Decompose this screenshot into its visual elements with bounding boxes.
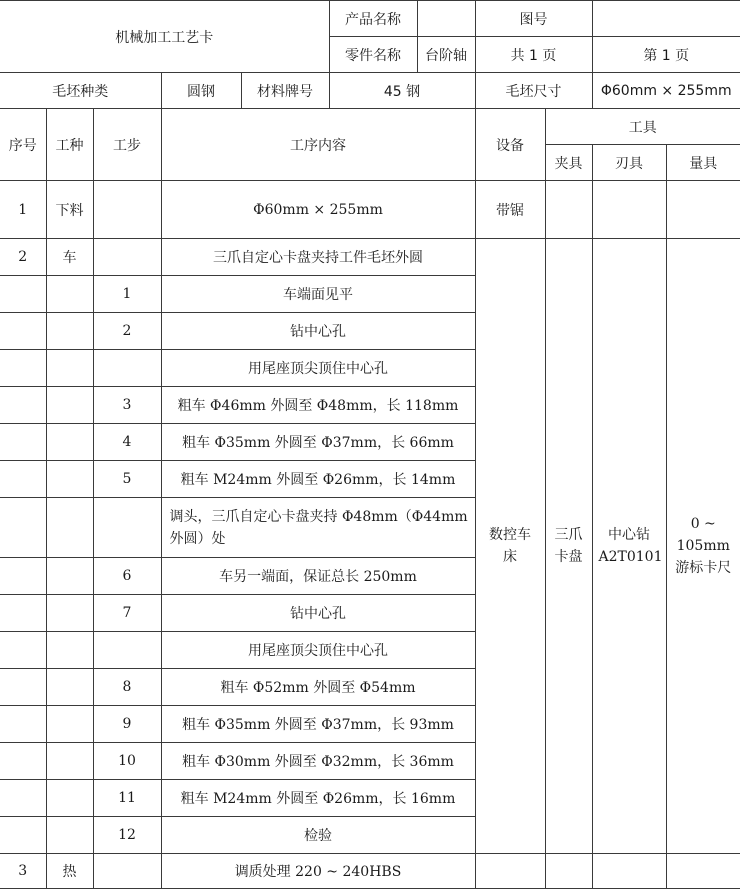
row-trade [46,350,93,387]
row-trade [46,558,93,595]
turning-equipment: 数控车床 [475,239,545,854]
row-seq [0,387,46,424]
row-cutter [592,854,666,889]
process-row [0,239,740,276]
material-label: 材料牌号 [241,73,329,109]
row-trade [46,461,93,498]
row-step: 6 [93,558,161,595]
col-cutter-header: 刃具 [592,145,666,181]
row-content: 钻中心孔 [161,313,475,350]
row-seq [0,743,46,780]
row-trade [46,387,93,424]
turning-cutter: 中心钻 A2T0101 [592,239,666,854]
row-step [93,854,161,889]
blank-type-value: 圆钢 [161,73,241,109]
row-seq: 3 [0,854,46,889]
row-trade [46,780,93,817]
row-trade [46,632,93,669]
row-content: 粗车 Φ30mm 外圆至 Φ32mm，长 36mm [161,743,475,780]
row-step: 2 [93,313,161,350]
row-cutter [592,181,666,239]
col-gauge-header: 量具 [666,145,740,181]
part-name-label: 零件名称 [329,37,417,73]
row-trade: 热 [46,854,93,889]
row-step: 11 [93,780,161,817]
row-seq [0,632,46,669]
row-trade: 车 [46,239,93,276]
col-seq-header: 序号 [0,109,46,181]
product-name-value [417,1,475,37]
row-content: 粗车 Φ35mm 外圆至 Φ37mm，长 66mm [161,424,475,461]
row-content: 三爪自定心卡盘夹持工件毛坯外圆 [161,239,475,276]
row-seq [0,595,46,632]
row-content: 检验 [161,817,475,854]
row-seq [0,669,46,706]
row-seq: 2 [0,239,46,276]
row-seq [0,706,46,743]
row-fixture [545,181,592,239]
row-seq [0,350,46,387]
row-trade [46,424,93,461]
drawing-no-label: 图号 [475,1,592,37]
row-seq: 1 [0,181,46,239]
row-content: 车端面见平 [161,276,475,313]
col-fixture-header: 夹具 [545,145,592,181]
material-value: 45 钢 [329,73,475,109]
row-seq [0,276,46,313]
row-content: 粗车 M24mm 外圆至 Φ26mm，长 16mm [161,780,475,817]
page-number: 第 1 页 [592,37,740,73]
blank-size-label: 毛坯尺寸 [475,73,592,109]
row-step [93,239,161,276]
product-name-label: 产品名称 [329,1,417,37]
row-step: 1 [93,276,161,313]
card-title: 机械加工工艺卡 [0,1,329,73]
row-step: 12 [93,817,161,854]
row-content: Φ60mm × 255mm [161,181,475,239]
col-step-header: 工步 [93,109,161,181]
part-name-value: 台阶轴 [417,37,475,73]
row-seq [0,817,46,854]
row-trade [46,595,93,632]
row-content: 调质处理 220 ~ 240HBS [161,854,475,889]
row-content: 用尾座顶尖顶住中心孔 [161,350,475,387]
row-gauge [666,181,740,239]
row-trade [46,498,93,558]
row-step: 3 [93,387,161,424]
row-content: 调头，三爪自定心卡盘夹持 Φ48mm（Φ44mm 外圆）处 [161,498,475,558]
row-step [93,181,161,239]
row-trade: 下料 [46,181,93,239]
row-content: 车另一端面，保证总长 250mm [161,558,475,595]
row-trade [46,276,93,313]
col-tools-header: 工具 [545,109,740,145]
column-header-row-1 [0,109,740,145]
process-row [0,854,740,889]
total-pages: 共 1 页 [475,37,592,73]
row-step [93,498,161,558]
row-trade [46,313,93,350]
drawing-no-value [592,1,740,37]
row-step: 5 [93,461,161,498]
turning-fixture: 三爪卡盘 [545,239,592,854]
row-seq [0,461,46,498]
row-step: 4 [93,424,161,461]
row-step [93,632,161,669]
turning-gauge: 0 ~ 105mm 游标卡尺 [666,239,740,854]
process-row [0,181,740,239]
row-step: 7 [93,595,161,632]
row-gauge [666,854,740,889]
row-seq [0,498,46,558]
row-seq [0,424,46,461]
row-seq [0,313,46,350]
row-trade [46,669,93,706]
row-content: 粗车 Φ52mm 外圆至 Φ54mm [161,669,475,706]
blank-size-value: Φ60mm × 255mm [592,73,740,109]
row-content: 粗车 Φ46mm 外圆至 Φ48mm，长 118mm [161,387,475,424]
row-trade [46,743,93,780]
row-equipment [475,854,545,889]
row-fixture [545,854,592,889]
row-content: 钻中心孔 [161,595,475,632]
row-step: 10 [93,743,161,780]
col-trade-header: 工种 [46,109,93,181]
row-seq [0,558,46,595]
row-content: 粗车 Φ35mm 外圆至 Φ37mm，长 93mm [161,706,475,743]
row-content: 粗车 M24mm 外圆至 Φ26mm，长 14mm [161,461,475,498]
row-trade [46,817,93,854]
row-step: 9 [93,706,161,743]
row-equipment: 带锯 [475,181,545,239]
row-trade [46,706,93,743]
blank-type-label: 毛坯种类 [0,73,161,109]
row-content: 用尾座顶尖顶住中心孔 [161,632,475,669]
row-seq [0,780,46,817]
blank-info-row [0,73,740,109]
col-content-header: 工序内容 [161,109,475,181]
header-row-1 [0,1,740,37]
row-step [93,350,161,387]
col-equipment-header: 设备 [475,109,545,181]
row-step: 8 [93,669,161,706]
